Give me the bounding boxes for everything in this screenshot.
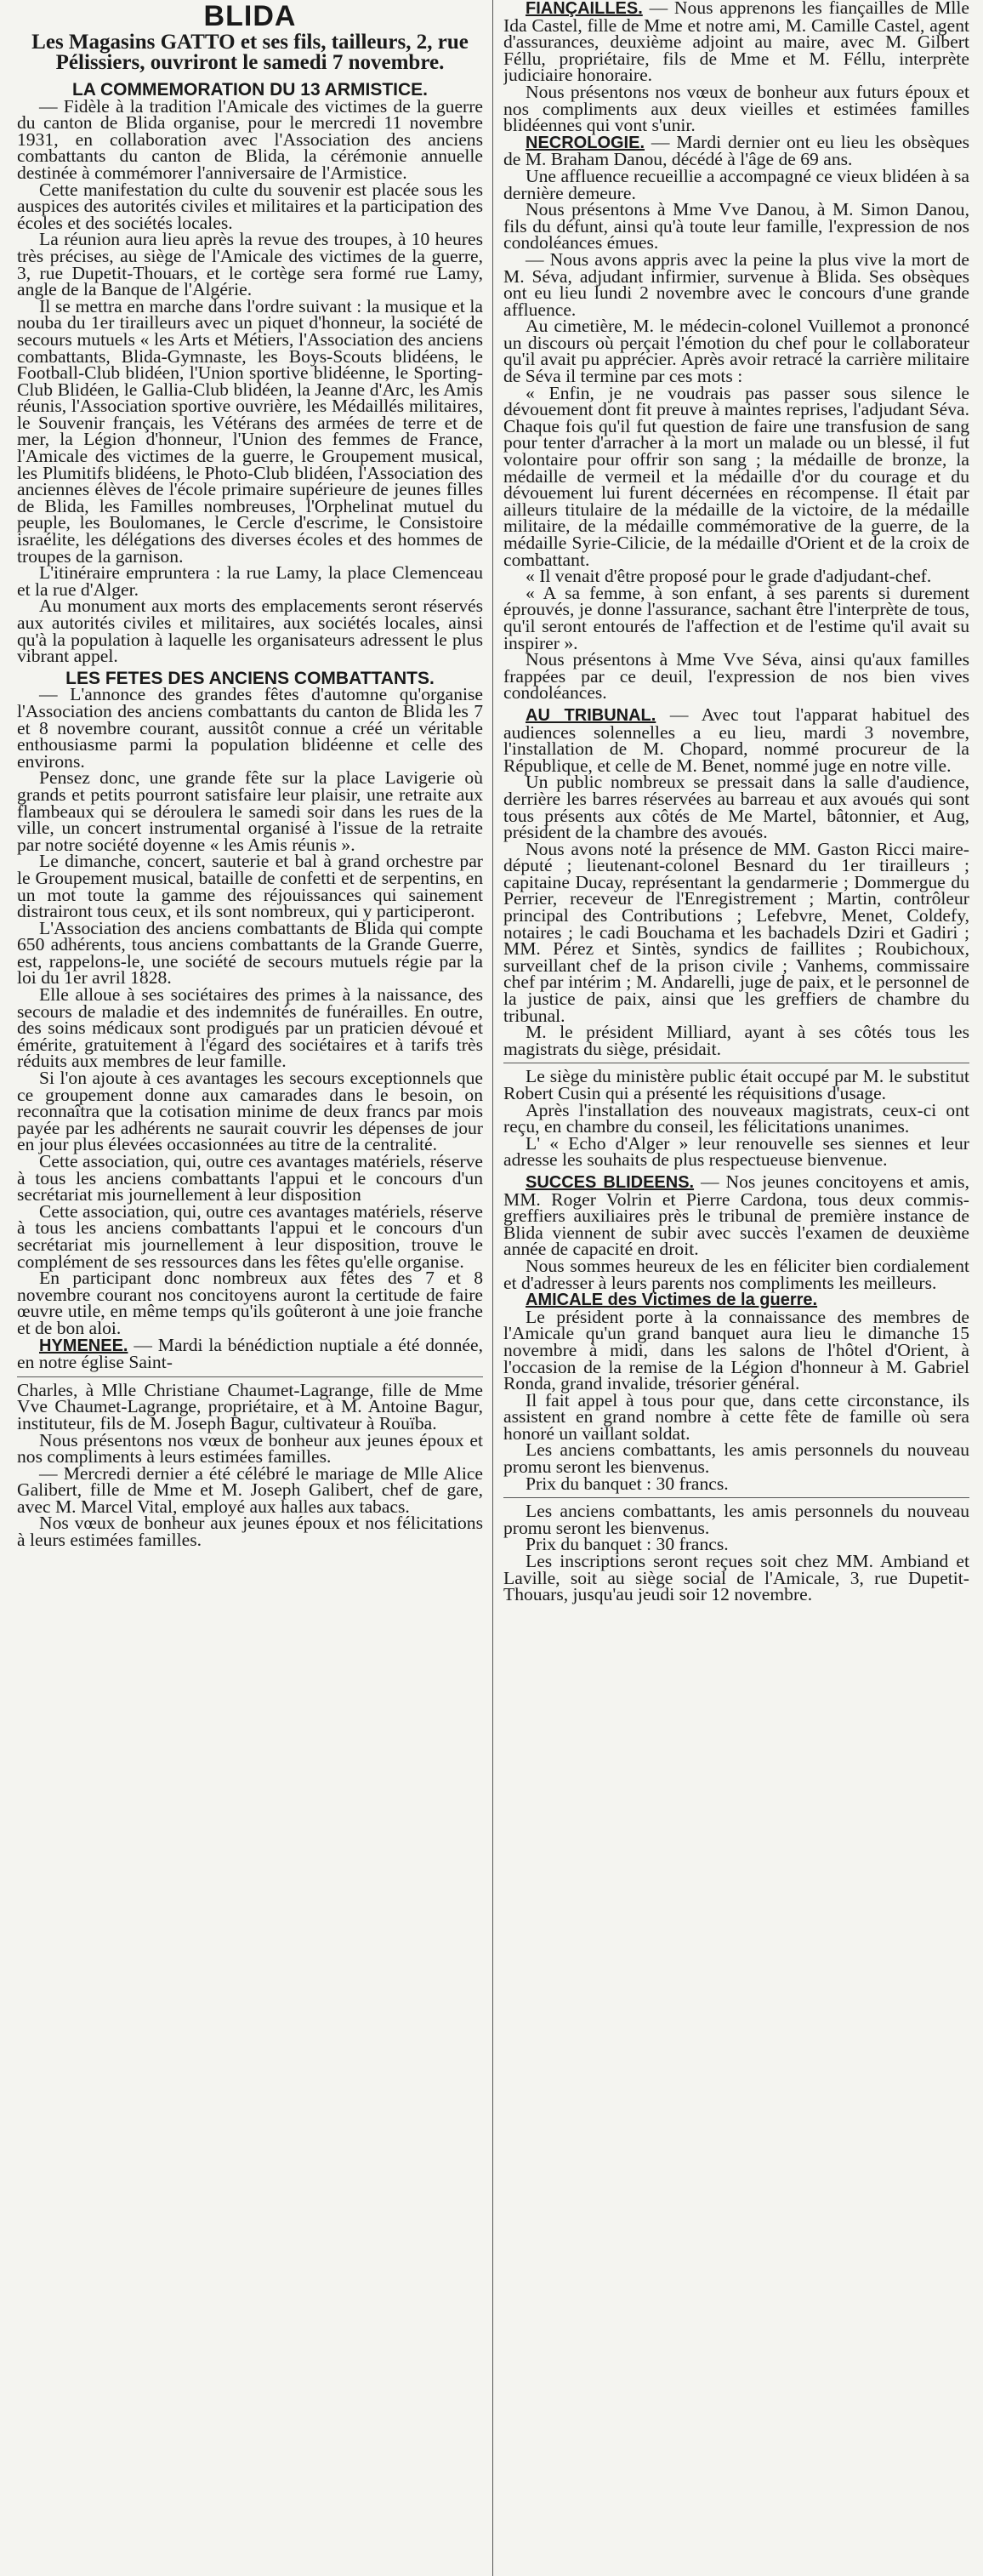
necrologie-p9: Nous présentons à Mme Vve Séva, ainsi qu'aux familles frappées par ce deuil, l'expression de nos bien vives condoléances. <box>503 649 969 704</box>
fetes-p8: Cette association, qui, outre ces avantages matériels, réserve à tous les anciens combattants l'appui et le concours d'un secrétariat mis journellement à leur disposition, trouve le complément de ses ressources dans les fêtes qu'elle organise. <box>17 1200 483 1272</box>
commemoration-p1: — Fidèle à la tradition l'Amicale des victimes de la guerre du canton de Blida organise, pour le mercredi 11 novembre 1931, en collaboration avec l'Association des anciens combattants du canton de Blida, la cérémonie annuelle destinée à commémorer l'anniversaire de l'Armistice. <box>17 95 483 183</box>
clip-divider <box>17 1376 483 1377</box>
amicale-p1: Le président porte à la connaissance des membres de l'Amicale qu'un grand banquet aura lieu le dimanche 15 novembre à midi, dans les salons de l'hôtel d'Orient, à l'occasion de la remise de la Légion d'honneur à M. Gabriel Ronda, grand invalide, trésorier général. <box>503 1306 969 1394</box>
commemoration-p2: Cette manifestation du culte du souvenir est placée sous les auspices des autorités civiles et militaires et la participation des écoles et des sociétés locales. <box>17 179 483 233</box>
amicale-p6: Prix du banquet : 30 francs. <box>526 1534 729 1555</box>
necrologie-p8: « A sa femme, à son enfant, à ses parents si durement éprouvés, je donne l'assurance, sachant être l'interprète de tous, qu'il seront entourés de l'affection et de l'estime qu'il avait su inspirer ». <box>503 582 969 653</box>
tribunal-p1: — Avec tout l'apparat habituel des audiences solennelles a eu lieu, mardi 3 novembre, l'installation de M. Chopard, nommé procureur de la République, et celle de M. Benet, nommé juge en notre ville. <box>503 704 969 776</box>
hymenee-p3: Nous présentons nos vœux de bonheur aux jeunes époux et nos compliments à leurs estimées familles. <box>17 1429 483 1468</box>
fetes-p7: Cette association, qui, outre ces avantages matériels, réserve à tous les anciens combattants l'appui et le concours d'un secrétariat mis journellement à leur disposition <box>17 1151 483 1205</box>
succes-heading: SUCCES BLIDEENS. <box>526 1172 695 1192</box>
fiancailles-p1: — Nous apprenons les fiançailles de Mlle Ida Castel, fille de Mme et notre ami, M. Camille Castel, agent d'assurances, deuxième adjoint au maire, avec M. Gilbert Féllu, propriétaire, fils de Mme et M. Féllu, interprète judiciaire honoraire. <box>503 0 969 86</box>
commemoration-p5: L'itinéraire empruntera : la rue Lamy, la place Clemenceau et la rue d'Alger. <box>17 562 483 600</box>
column-divider <box>492 0 493 2576</box>
amicale-p3: Les anciens combattants, les amis personnels du nouveau promu seront les bienvenus. <box>503 1439 969 1478</box>
right-column <box>503 0 969 2576</box>
succes-p1: — Nos jeunes concitoyens et amis, MM. Roger Volrin et Pierre Cardona, tous deux commis-greffiers auxiliaires près le tribunal de première instance de Blida viennent de subir avec succès l'examen de deuxième année de capacité en droit. <box>503 1171 969 1260</box>
clip-divider <box>503 1497 969 1498</box>
hymenee-p2: Charles, à Mlle Christiane Chaumet-Lagrange, fille de Mme Vve Chaumet-Lagrange, propriétaire, et à M. Antoine Bagur, instituteur, fils de M. Joseph Bagur, cultivateur à Rouïba. <box>17 1379 483 1433</box>
commemoration-heading: LA COMMEMORATION DU 13 ARMISTICE. <box>71 80 429 100</box>
fetes-p4: L'Association des anciens combattants de Blida qui compte 650 adhérents, tous anciens combattants de la Grande Guerre, est, rappelons-le, une société de secours mutuels régie par la loi du 1er avril 1828. <box>17 917 483 989</box>
commemoration-p6: Au monument aux morts des emplacements seront réservés aux autorités civiles et militaires, aux sociétés locales, ainsi qu'à la population à laquelle les organisateurs adressent le plus vibrant appel. <box>17 596 483 667</box>
amicale-p7: Les inscriptions seront reçues soit chez MM. Ambiand et Laville, soit au siège social de l'Amicale, 3, rue Dupetit-Thouars, jusqu'au jeudi soir 12 novembre. <box>503 1551 969 1605</box>
tribunal-heading: AU TRIBUNAL. <box>526 705 656 725</box>
fetes-heading: LES FETES DES ANCIENS COMBATTANTS. <box>65 668 435 688</box>
masthead-title: BLIDA <box>203 0 297 32</box>
left-column <box>17 0 483 2576</box>
hymenee-p5: Nos vœux de bonheur aux jeunes époux et nos félicitations à leurs estimées familles. <box>17 1513 483 1551</box>
fetes-p9: En participant donc nombreux aux fêtes des 7 et 8 novembre courant nos concitoyens auront la certitude de faire œuvre utile, en même temps qu'ils goûteront à une joie franche et de bon aloi. <box>17 1268 483 1338</box>
necrologie-p4: — Nous avons appris avec la peine la plus vive la mort de M. Séva, adjudant infirmier, survenue à Blida. Ses obsèques ont eu lieu lundi 2 novembre avec le concours d'une grande affluence. <box>503 248 969 320</box>
necrologie-heading: NECROLOGIE. <box>526 133 645 152</box>
gatto-ad: Les Magasins GATTO et ses fils, tailleurs, 2, rue Pélissiers, ouvriront le samedi 7 novembre. <box>31 31 469 74</box>
tribunal-p5: Le siège du ministère public était occupé par M. le substitut Robert Cusin qui a présenté les réquisitions d'usage. <box>503 1066 969 1103</box>
necrologie-p1: — Mardi dernier ont eu lieu les obsèques de M. Braham Danou, décédé à l'âge de 69 ans. <box>503 131 969 170</box>
necrologie-p6: « Enfin, je ne voudrais pas passer sous silence le dévouement dont fit preuve à maintes reprises, l'adjudant Séva. Chaque fois qu'il fut question de faire une transfusion de sang pour tenter d'arracher à la mort un malade ou un blessé, il fut volontaire pour offrir son sang ; la médaille de bronze, la médaille de vermeil et la médaille d'or du courage et du dévouement lui furent décernées en récompense. Il était par ailleurs titulaire de la médaille de la victoire, de la médaille militaire, de la médaille commémorative de la guerre, de la médaille Syrie-Cilicie, de la médaille d'Orient et de la croix de combattant. <box>503 382 969 570</box>
fetes-p6: Si l'on ajoute à ces avantages les secours exceptionnels que ce groupement donne aux camarades dans le besoin, on reconnaîtra que la cotisation minime de deux francs par mois payée par les adhérents ne saurait couvrir les dépenses de jour en jour plus élevées occasionnées au titre de la centralité. <box>17 1068 483 1155</box>
fetes-p1: — L'annonce des grandes fêtes d'automne qu'organise l'Association des anciens combattants du canton de Blida les 7 et 8 novembre courant, aussitôt connue a créé un véritable enthousiasme parmi la population blidéenne et celle des environs. <box>17 684 483 772</box>
hymenee-p1: — Mardi la bénédiction nuptiale a été donnée, en notre église Saint- <box>17 1334 483 1373</box>
fetes-p5: Elle alloue à ses sociétaires des primes à la naissance, des secours de maladie et des indemnités de funérailles. En outre, des soins médicaux sont prodigués par un praticien dévoué et émérite, gratuitement à l'égard des sociétaires et à tarifs très réduits aux membres de leur famille. <box>17 984 483 1072</box>
amicale-heading: AMICALE des Victimes de la guerre. <box>526 1291 818 1310</box>
hymenee-heading: HYMENEE. <box>39 1336 128 1355</box>
amicale-p2: Il fait appel à tous pour que, dans cette circonstance, ils assistent en grand nombre à cette fête de famille où sera honoré un vaillant soldat. <box>503 1389 969 1444</box>
fetes-p3: Le dimanche, concert, sauterie et bal à grand orchestre par le Groupement musical, bataille de confetti et de serpentins, en un mot toute la gamme des réjouissances qui sainement distrairont tous ceux, et ils sont nombreux, qui y participeront. <box>17 851 483 922</box>
tribunal-p3: Nous avons noté la présence de MM. Gaston Ricci maire-député ; lieutenant-colonel Besnard du 1er tirailleurs ; capitaine Ducay, représentant la gendarmerie ; Dommergue du Perrier, receveur de l'Enregistrement ; Martin, contrôleur principal des Contributions ; Lefebvre, Menet, Coldefy, notaires ; le cadi Bouchama et les bachadels Dziri et Gadiri ; MM. Pérez et Sintès, syndics de faillites ; Roubichoux, surveillant chef de la prison civile ; Vanhems, commissaire chef par intérim ; M. Andarelli, juge de paix, et le personnel de la justice de paix, ainsi que les greffiers de chambre du tribunal. <box>503 838 969 1026</box>
necrologie-p3: Nous présentons à Mme Vve Danou, à M. Simon Danou, fils du défunt, ainsi qu'à toute leur famille, l'expression de nos condoléances émues. <box>503 199 969 254</box>
tribunal-p7: L' « Echo d'Alger » leur renouvelle ses siennes et leur adresse les souhaits de plus respectueuse bienvenue. <box>503 1132 969 1171</box>
amicale-p4: Prix du banquet : 30 francs. <box>526 1473 729 1494</box>
commemoration-p4: Il se mettra en marche dans l'ordre suivant : la musique et la nouba du 1er tirailleurs avec un piquet d'honneur, la société de secours mutuels « les Arts et Métiers, l'Association des anciens combattants, Blida-Gymnaste, les Boys-Scouts blidéens, le Football-Club blidéen, l'Union sportive blidéenne, le Sporting-Club Blidéen, le Gallia-Club blidéen, la Jeanne d'Arc, les Amis réunis, l'Association sportive ouvrière, les Médaillés militaires, le Souvenir français, les Vétérans des armées de terre et de mer, la Légion d'honneur, l'Union des femmes de France, l'Amicale des victimes de la guerre, le Groupement musical, les Plumitifs blidéens, le Photo-Club blidéen, l'Association des anciennes élèves de l'école primaire supérieure de jeunes filles de Blida, les Familles nombreuses, l'Orphelinat mutuel du peuple, les Boulomanes, le Cercle d'escrime, le Consistoire israélite, les délégations des diverses écoles et des hommes de troupes de la garnison. <box>17 295 483 567</box>
necrologie-p2: Une affluence recueillie a accompagné ce vieux blidéen à sa dernière demeure. <box>503 165 969 203</box>
hymenee-p4: — Mercredi dernier a été célébré le mariage de Mlle Alice Galibert, fille de Mme et M. Joseph Galibert, chef de gare, avec M. Marcel Vital, employé aux halles aux tabacs. <box>17 1462 483 1517</box>
tribunal-p6: Après l'installation des nouveaux magistrats, ceux-ci ont reçu, en chambre du conseil, les félicitations unanimes. <box>503 1099 969 1137</box>
fetes-p2: Pensez donc, une grande fête sur la place Lavigerie où grands et petits pourront satisfaire leur plaisir, une retraite aux flambeaux qui se déroulera le samedi soir dans les rues de la ville, un concert instrumental organisé à l'issue de la retraite par notre société doyenne « les Amis réunis ». <box>17 767 483 855</box>
necrologie-p7: « Il venait d'être proposé pour le grade d'adjudant-chef. <box>526 566 932 587</box>
fiancailles-heading: FIANÇAILLES. <box>526 0 643 18</box>
fiancailles-p2: Nous présentons nos vœux de bonheur aux futurs époux et nos compliments aux deux vieilles et estimées familles blidéennes qui vont s'unir. <box>503 81 969 136</box>
amicale-p5: Les anciens combattants, les amis personnels du nouveau promu seront les bienvenus. <box>503 1501 969 1538</box>
tribunal-p2: Un public nombreux se pressait dans la salle d'audience, derrière les barres réservées au barreau et aux avoués qui sont tous présents aux côtés de Me Martel, bâtonnier, et Aug, président de la chambre des avoués. <box>503 772 969 843</box>
necrologie-p5: Au cimetière, M. le médecin-colonel Vuillemot a prononcé un discours où perçait l'émotion du chef pour le collaborateur qu'il avait pu apprécier. Après avoir retracé la carrière militaire de Séva il termine par ces mots : <box>503 316 969 387</box>
succes-p2: Nous sommes heureux de les en féliciter bien cordialement et d'adresser à leurs parents nos compliments les meilleurs. <box>503 1255 969 1293</box>
tribunal-p4: M. le président Milliard, ayant à ses côtés tous les magistrats du siège, présidait. <box>503 1022 969 1059</box>
commemoration-p3: La réunion aura lieu après la revue des troupes, à 10 heures très précises, au siège de l'Amicale des victimes de la guerre, 3, rue Dupetit-Thouars, et le cortège sera formé rue Lamy, angle de la Banque de l'Algérie. <box>17 229 483 300</box>
